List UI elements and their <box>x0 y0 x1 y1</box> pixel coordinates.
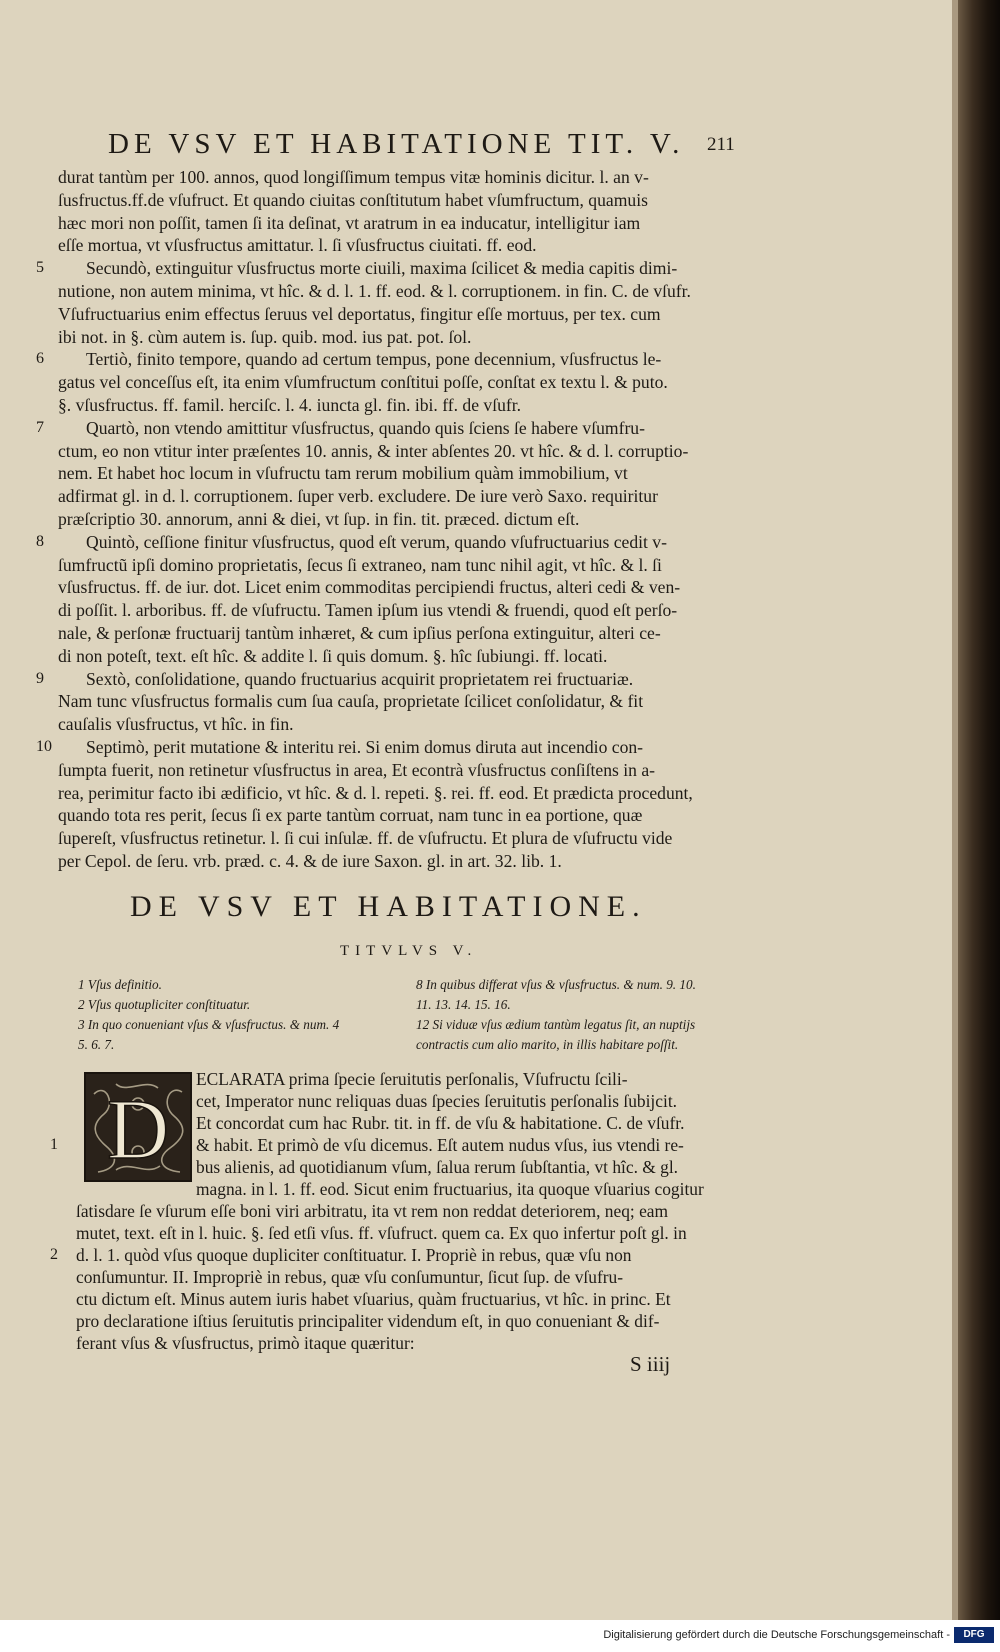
text-line <box>36 668 750 691</box>
text-line <box>36 508 750 531</box>
line-text: ferant vſus & vſusfructus, primò itaque quæritur: <box>76 1333 415 1353</box>
text-line <box>36 736 750 759</box>
text-line <box>36 827 750 850</box>
summary-item-2: 2 Vſus quotupliciter conſtituatur. <box>78 997 251 1012</box>
text-line <box>50 1244 760 1266</box>
line-text: cauſalis vſusfructus, vt hîc. in fin. <box>58 714 294 735</box>
line-text: gatus vel conceſſus eſt, ita enim vſumfructum conſtitui poſſe, conſtat ex textu l. & puto. <box>58 372 668 393</box>
line-text: §. vſusfructus. ff. famil. herciſc. l. 4. iuncta gl. fin. ibi. ff. de vſufr. <box>58 394 522 415</box>
summary-item-12: 12 Si viduæ vſus ædium tantùm legatus ſit, an nuptijs <box>416 1017 696 1032</box>
text-line <box>50 1332 760 1354</box>
text-line <box>50 1134 760 1156</box>
text-line <box>36 212 750 235</box>
line-text: vſusfructus. ff. de iur. dot. Licet enim commoditas percipiendi fructus, alteri cedi & ven- <box>58 577 681 598</box>
line-text: nem. Et habet hoc locum in vſufructu tam rerum mobilium quàm immobilium, vt <box>58 463 628 484</box>
text-line <box>36 189 750 212</box>
text-line <box>50 1068 760 1090</box>
digitization-footer <box>0 1620 1000 1652</box>
text-line <box>36 326 750 349</box>
text-line <box>36 280 750 303</box>
footer-credit: Digitalisierung gefördert durch die Deutsche Forschungsgemeinschaft - <box>603 1629 950 1641</box>
margin-number: 1 <box>50 1136 58 1153</box>
section-1-text-block <box>36 166 750 873</box>
line-text: ſumpta fuerit, non retinetur vſusfructus in area, Et econtrà vſusfructus conſiſtens in a- <box>58 759 656 780</box>
summary-index <box>78 975 758 1055</box>
text-line <box>36 348 750 371</box>
summary-item-1: 1 Vſus definitio. <box>78 977 162 992</box>
running-head-title: DE VSV ET HABITATIONE TIT. V. <box>108 128 685 160</box>
book-spine <box>958 0 1000 1620</box>
text-line <box>36 394 750 417</box>
signature-mark: S iiij <box>630 1352 671 1376</box>
line-text: Secundò, extinguitur vſusfructus morte ciuili, maxima ſcilicet & media capitis dimi- <box>86 258 678 279</box>
section-2-text-block <box>50 1068 760 1354</box>
summary-item-3-cont: 5. 6. 7. <box>78 1037 115 1052</box>
line-text: Septimò, perit mutatione & interitu rei. Si enim domus diruta aut incendio con- <box>86 736 644 757</box>
text-line <box>36 462 750 485</box>
line-text: quando tota res perit, ſecus ſi ex parte tantùm corruat, nam tunc in ea portione, quæ <box>58 805 643 826</box>
line-text: ibi not. in §. cùm autem is. ſup. quib. mod. ius pat. pot. ſol. <box>58 326 472 347</box>
line-text: d. l. 1. quòd vſus quoque dupliciter conſtituatur. I. Propriè in rebus, quæ vſu non <box>76 1245 632 1265</box>
text-line <box>36 622 750 645</box>
line-text: adfirmat gl. in d. l. corruptionem. ſuper verb. excludere. De iure verò Saxo. requiritur <box>58 486 658 507</box>
text-line <box>50 1112 760 1134</box>
line-text: ſupereſt, vſusfructus retinetur. l. ſi cui inſulæ. ff. de vſufructu. Et plura de vſufructu vide <box>58 828 673 849</box>
text-line <box>36 485 750 508</box>
line-text: hæc mori non poſſit, tamen ſi ita deſinat, vt aratrum in ea inducatur, intelligitur iam <box>58 212 641 233</box>
text-line <box>36 417 750 440</box>
text-line <box>50 1310 760 1332</box>
text-line <box>36 850 750 873</box>
section-title: DE VSV ET HABITATIONE. <box>130 890 647 923</box>
line-text: di poſſit. l. arboribus. ff. de vſufructu. Tamen ipſum ius vtendi & fruendi, quod eſt perſo- <box>58 600 678 621</box>
line-text: ECLARATA prima ſpecie ſeruitutis perſonalis, Vſufructu ſcili- <box>196 1069 628 1089</box>
line-text: rea, perimitur facto ibi ædificio, vt hîc. & d. l. repeti. §. rei. ff. eod. Et prædicta procedunt, <box>58 782 693 803</box>
line-text: Nam tunc vſusfructus formalis cum ſua cauſa, proprietate ſcilicet conſolidatur, & fit <box>58 691 644 712</box>
margin-number: 5 <box>36 259 44 277</box>
text-line <box>36 690 750 713</box>
dropcap-letter: D <box>106 1081 170 1177</box>
line-text: durat tantùm per 100. annos, quod longiſſimum tempus vitæ hominis dicitur. l. an v- <box>58 167 649 187</box>
text-line <box>36 759 750 782</box>
margin-number: 10 <box>36 737 52 755</box>
text-line <box>50 1200 760 1222</box>
line-text: ſumfructũ ipſi domino proprietatis, ſecus ſi extraneo, nam tunc nihil agit, vt hîc. & l. ſi <box>58 554 662 575</box>
line-text: eſſe mortua, vt vſusfructus amittatur. l. ſi vſusfructus ciuitati. ff. eod. <box>58 235 537 256</box>
line-text: mutet, text. eſt in l. huic. §. ſed etſi vſus. ff. vſufruct. quem ca. Ex quo infertur poſt gl. in <box>76 1223 687 1243</box>
line-text: ſusfructus.ff.de vſufruct. Et quando ciuitas conſtitutum habet vſumfructum, quamuis <box>58 189 648 210</box>
line-text: Vſufructuarius enim effectus ſeruus vel deportatus, fingitur eſſe mortuus, per tex. cum <box>58 303 661 324</box>
text-line <box>36 257 750 280</box>
text-line <box>36 531 750 554</box>
line-text: ctu dictum eſt. Minus autem iuris habet vſuarius, quàm fructuarius, vt hîc. in princ. Et <box>76 1289 671 1309</box>
margin-number: 7 <box>36 418 44 436</box>
text-line <box>36 576 750 599</box>
text-line <box>36 371 750 394</box>
text-line <box>50 1090 760 1112</box>
margin-number: 2 <box>50 1246 58 1263</box>
text-line <box>50 1288 760 1310</box>
line-text: ſatisdare ſe vſurum eſſe boni viri arbitratu, ita vt rem non reddat deteriorem, neq; eam <box>76 1201 669 1221</box>
text-line <box>36 234 750 257</box>
line-text: præſcriptio 30. annorum, anni & diei, vt ſup. in fin. tit. præced. dictum eſt. <box>58 508 580 529</box>
line-text: pro declaratione iſtius ſeruitutis principaliter videndum eſt, in quo conueniant & dif- <box>76 1311 660 1331</box>
line-text: per Cepol. de ſeru. vrb. præd. c. 4. & de iure Saxon. gl. in art. 32. lib. 1. <box>58 850 562 871</box>
text-line <box>36 440 750 463</box>
text-line <box>36 599 750 622</box>
text-line <box>50 1156 760 1178</box>
line-text: Et concordat cum hac Rubr. tit. in ff. de vſu & habitatione. C. de vſufr. <box>196 1113 685 1133</box>
page-folio-number: 211 <box>707 134 735 155</box>
text-line <box>50 1178 760 1200</box>
text-line <box>36 782 750 805</box>
line-text: nutione, non autem minima, vt hîc. & d. l. 1. ff. eod. & l. corruptionem. in fin. C. de vſufr. <box>58 280 691 301</box>
summary-item-12-cont: contractis cum alio marito, in illis habitare poſſit. <box>416 1037 679 1052</box>
summary-item-3: 3 In quo conueniant vſus & vſusfructus. & num. 4 <box>78 1017 340 1032</box>
text-line <box>36 554 750 577</box>
line-text: Quartò, non vtendo amittitur vſusfructus, quando quis ſciens ſe habere vſumfru- <box>86 417 645 438</box>
margin-number: 6 <box>36 350 44 368</box>
line-text: bus alienis, ad quotidianum vſum, ſalua rerum ſubſtantia, vt hîc. & gl. <box>196 1157 679 1177</box>
text-line <box>50 1266 760 1288</box>
line-text: & habit. Et primò de vſu dicemus. Eſt autem nudus vſus, ius vtendi re- <box>196 1135 684 1155</box>
line-text: ctum, eo non vtitur inter præſentes 10. annis, & inter abſentes 20. vt hîc. & d. l. corruptio- <box>58 440 689 461</box>
line-text: magna. in l. 1. ff. eod. Sicut enim fructuarius, ita quoque vſuarius cogitur <box>196 1179 704 1199</box>
line-text: Quintò, ceſſione finitur vſusfructus, quod eſt verum, quando vſufructuarius cedit v- <box>86 531 667 552</box>
text-line <box>36 645 750 668</box>
line-text: di non poteſt, text. eſt hîc. & addite l. ſi quis domum. §. hîc ſubiungi. ff. locati. <box>58 645 608 666</box>
margin-number: 9 <box>36 669 44 687</box>
dfg-logo-icon: DFG <box>954 1627 994 1643</box>
summary-item-8: 8 In quibus differat vſus & vſusfructus. & num. 9. 10. <box>416 977 696 992</box>
summary-item-8-cont: 11. 13. 14. 15. 16. <box>416 997 511 1012</box>
line-text: cet, Imperator nunc reliquas duas ſpecies ſeruitutis perſonalis ſubijcit. <box>196 1091 677 1111</box>
text-line <box>36 303 750 326</box>
text-line <box>36 713 750 736</box>
line-text: conſumuntur. II. Impropriè in rebus, quæ vſu conſumuntur, ſicut ſup. de vſufru- <box>76 1267 624 1287</box>
section-subtitle: TITVLVS V. <box>340 943 478 959</box>
line-text: Sextò, conſolidatione, quando fructuarius acquirit proprietatem rei fructuariæ. <box>86 668 634 689</box>
text-line <box>50 1222 760 1244</box>
margin-number: 8 <box>36 532 44 550</box>
line-text: Tertiò, finito tempore, quando ad certum tempus, pone decennium, vſusfructus le- <box>86 349 662 370</box>
line-text: nale, & perſonæ fructuarij tantùm inhæret, & cum ipſius perſona extinguitur, alteri ce- <box>58 622 661 643</box>
text-line <box>36 166 750 189</box>
text-line <box>36 804 750 827</box>
